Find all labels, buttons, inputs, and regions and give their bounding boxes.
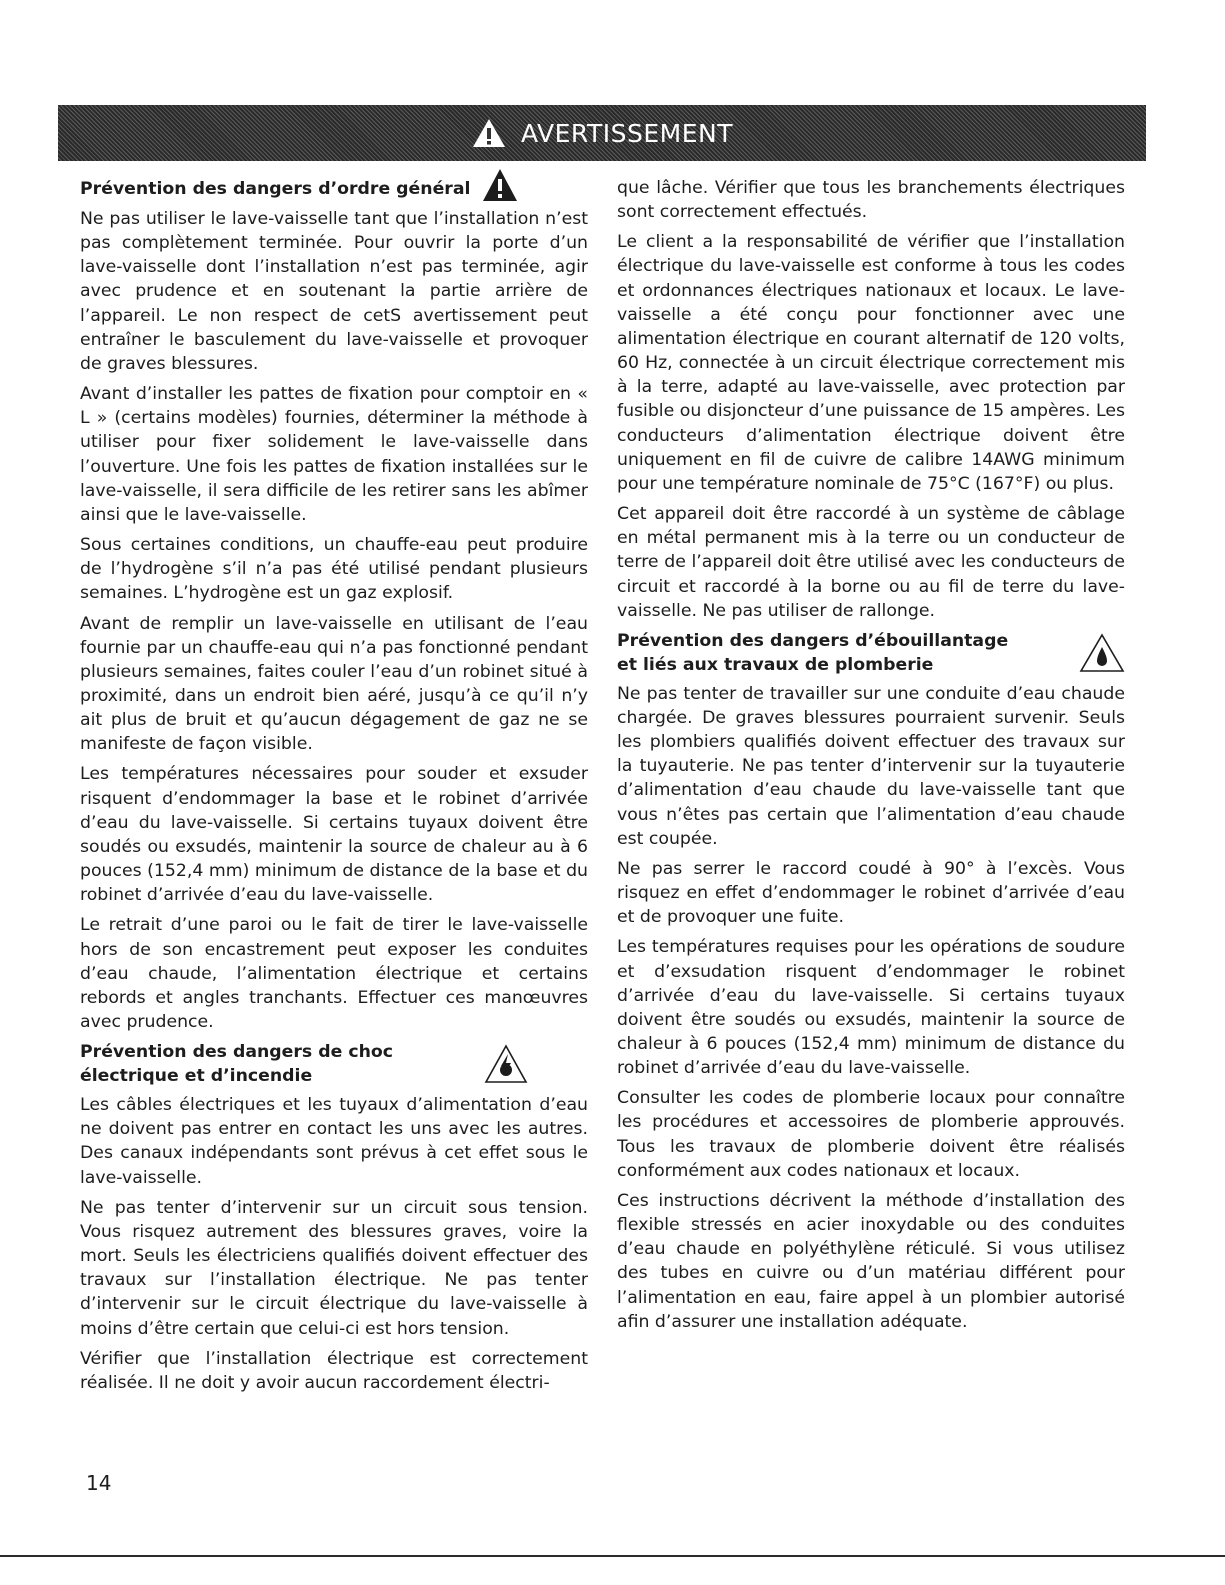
section-heading-general xyxy=(80,176,588,202)
paragraph: Le retrait d’une paroi ou le fait de tirer le lave-vaisselle hors de son encastrement peut exposer les conduites d’eau chaude, l’alimentation électrique et certains rebords et angles tranchants. Effectuer ces manœuvres avec prudence. xyxy=(80,915,588,1032)
paragraph: Avant de remplir un lave-vaisselle en utilisant de l’eau fournie par un chauffe-eau qui n’a pas fonctionné pendant plusieurs semaines, faites couler l’eau d’un robinet situé à proximité, dans un endroit bien aéré, jusqu’à ce qu’il n’y ait plus de bruit et qu’aucun dégagement de gaz ne se manifeste de façon visible. xyxy=(80,613,588,755)
hot-liquid-icon xyxy=(1079,633,1125,673)
paragraph: Vérifier que l’installation électrique est correctement réalisée. Il ne doit y avoir aucun raccordement électri- xyxy=(80,1348,588,1393)
heading-line: Prévention des dangers d’ébouillantage xyxy=(617,630,1009,651)
warning-banner xyxy=(58,105,1146,161)
heading-text-block xyxy=(617,629,1008,677)
page-number: 14 xyxy=(86,1471,112,1495)
paragraph: Ne pas tenter d’intervenir sur un circuit sous tension. Vous risquez autrement des blessures graves, voire la mort. Seuls les électriciens qualifiés doivent effectuer des travaux sur l’installation électrique. Ne pas tenter d’intervenir sur le circuit électrique du lave-vaisselle à moins d’être certain que celui-ci est hors tension. xyxy=(80,1197,588,1339)
heading-text: Prévention des dangers d’ordre général xyxy=(80,179,471,199)
paragraph: Ne pas utiliser le lave-vaisselle tant que l’installation n’est pas complètement terminée. Pour ouvrir la porte d’un lave-vaisselle dont l’installation n’est pas terminée, agir avec prudence et en soutenant la partie arrière de l’appareil. Le non respect de cetS avertissement peut entraîner le basculement du lave-vaisselle et provoquer de graves blessures. xyxy=(80,209,588,374)
paragraph: Ne pas tenter de travailler sur une conduite d’eau chaude chargée. De graves blessures pourraient survenir. Seuls les plombiers qualifiés doivent effectuer des travaux sur la tuyauterie. Ne pas tenter d’intervenir sur la tuyauterie d’alimentation d’eau chaude du lave-vaisselle tant que vous n’êtes pas certain que l’alimentation d’eau chaude est coupée. xyxy=(617,683,1125,849)
heading-text-block xyxy=(80,1040,393,1088)
left-column xyxy=(80,176,588,1401)
banner-title: AVERTISSEMENT xyxy=(521,118,733,148)
section-heading-scald xyxy=(617,629,1125,677)
heading-line: et liés aux travaux de plomberie xyxy=(617,654,934,675)
paragraph: Ne pas serrer le raccord coudé à 90° à l’excès. Vous risquez en effet d’endommager le robinet d’arrivée d’eau et de provoquer une fuite. xyxy=(617,858,1125,928)
banner-content xyxy=(471,117,733,149)
paragraph: Les câbles électriques et les tuyaux d’alimentation d’eau ne doivent pas entrer en contact les uns avec les autres. Des canaux indépendants sont prévus à cet effet sous le lave-vaisselle. xyxy=(80,1095,588,1188)
paragraph: Ces instructions décrivent la méthode d’installation des flexible stressés en acier inoxydable ou des conduites d’eau chaude en polyéthylène réticulé. Si vous utilisez des tubes en cuivre ou d’un matériau différent pour l’alimentation en eau, faire appel à un plombier autorisé afin d’assurer une installation adéquate. xyxy=(617,1190,1125,1332)
warning-triangle-icon xyxy=(471,117,507,149)
warning-triangle-icon xyxy=(482,168,518,202)
paragraph: Consulter les codes de plomberie locaux pour connaître les procédures et accessoires de plomberie approuvés. Tous les travaux de plomberie doivent être réalisés conformément aux codes nationaux et locaux. xyxy=(617,1088,1125,1181)
section-heading-electric xyxy=(80,1040,588,1088)
right-column xyxy=(617,176,1125,1340)
bottom-divider xyxy=(0,1555,1225,1557)
paragraph: que lâche. Vérifier que tous les branchements électriques sont correctement effectués. xyxy=(617,178,1125,223)
paragraph: Avant d’installer les pattes de fixation pour comptoir en « L » (certains modèles) fournies, déterminer la méthode à utiliser pour fixer solidement le lave-vaisselle dans l’ouverture. Une fois les pattes de fixation installées sur le lave-vaisselle, il sera difficile de les retirer sans les abîmer ainsi que le lave-vaisselle. xyxy=(80,384,588,525)
paragraph: Les températures nécessaires pour souder et exsuder risquent d’endommager la base et le robinet d’arrivée d’eau du lave-vaisselle. Si certains tuyaux doivent être soudés ou exsudés, maintenir la source de chaleur au à 6 pouces (152,4 mm) minimum de distance de la base et du robinet d’arrivée d’eau du lave-vaisselle. xyxy=(80,764,588,906)
heading-line: électrique et d’incendie xyxy=(80,1066,313,1087)
paragraph: Cet appareil doit être raccordé à un système de câblage en métal permanent mis à la terre ou un conducteur de terre de l’appareil doit être utilisé avec les conducteurs de circuit et raccordé à la borne ou au fil de terre du lave-vaisselle. Ne pas utiliser de rallonge. xyxy=(617,504,1125,621)
paragraph: Les températures requises pour les opérations de soudure et d’exsudation risquent d’endommager le robinet d’arrivée d’eau du lave-vaisselle. Si certains tuyaux doivent être soudés ou exsudés, maintenir la source de chaleur à 6 pouces (152,4 mm) minimum de distance du robinet d’arrivée d’eau du lave-vaisselle. xyxy=(617,937,1125,1079)
paragraph: Sous certaines conditions, un chauffe-eau peut produire de l’hydrogène s’il n’a pas été utilisé pendant plusieurs semaines. L’hydrogène est un gaz explosif. xyxy=(80,535,588,604)
electric-shock-icon xyxy=(484,1044,528,1084)
paragraph: Le client a la responsabilité de vérifier que l’installation électrique du lave-vaisselle est conforme à tous les codes et ordonnances électriques nationaux et locaux. Le lave-vaisselle a été conçu pour fonctionner avec une alimentation électrique en courant alternatif de 120 volts, 60 Hz, connectée à un circuit électrique correctement mis à la terre, adapté au lave-vaisselle, avec protection par fusible ou disjoncteur d’une puissance de 15 ampères. Les conducteurs d’alimentation électrique doivent être uniquement en fil de cuivre de calibre 14AWG minimum pour une température nominale de 75°C (167°F) ou plus. xyxy=(617,232,1125,494)
heading-line: Prévention des dangers de choc xyxy=(80,1042,393,1063)
